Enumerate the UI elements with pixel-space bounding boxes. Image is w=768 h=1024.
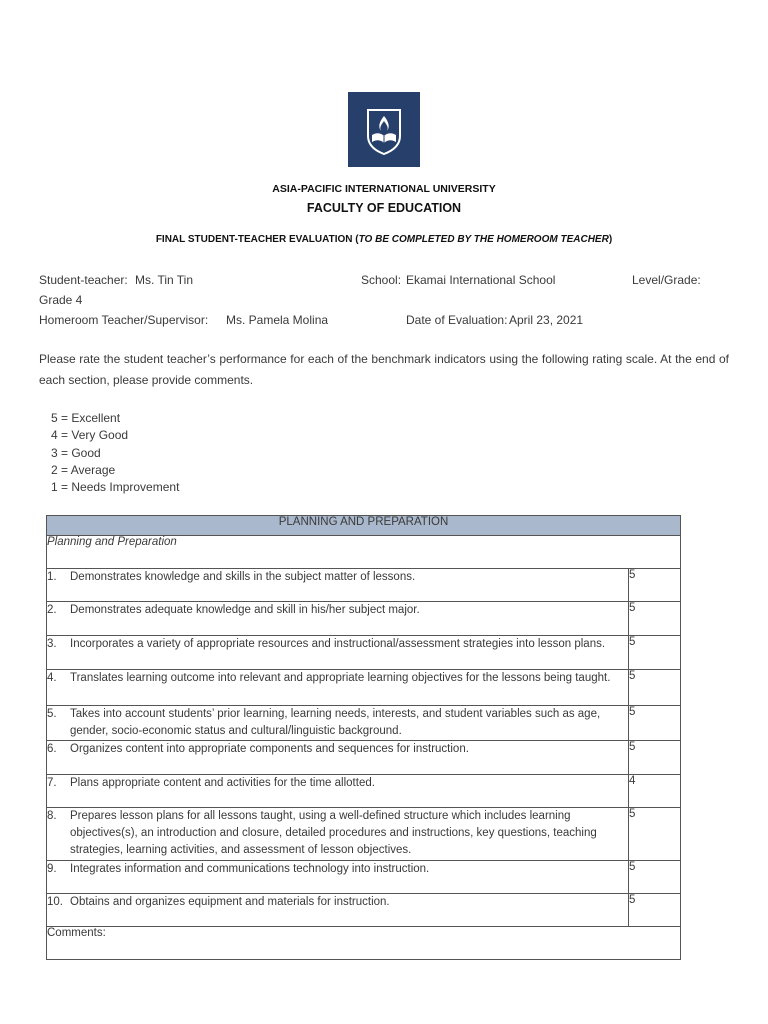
item-number: 5.: [47, 708, 57, 720]
item-number: 10.: [47, 896, 63, 908]
table-row: [47, 775, 681, 808]
item-number: 7.: [47, 777, 57, 789]
item-text: Demonstrates adequate knowledge and skill in his/her subject major.: [70, 604, 420, 616]
item-text: Takes into account students’ prior learning, learning needs, interests, and student variables such as age, gender, socio-economic status and cultural/linguistic background.: [70, 708, 601, 737]
item-text: Translates learning outcome into relevant and appropriate learning objectives for the lessons being taught.: [70, 672, 611, 684]
table-row: [47, 741, 681, 775]
evaluation-title: FINAL STUDENT-TEACHER EVALUATION (TO BE COMPLETED BY THE HOMEROOM TEACHER): [155, 234, 613, 245]
rating-scale-item: 2 = Average: [51, 462, 116, 477]
item-number: 6.: [47, 743, 57, 755]
item-text: Demonstrates knowledge and skills in the subject matter of lessons.: [70, 571, 416, 583]
item-score: 5: [629, 569, 681, 602]
item-number: 1.: [47, 571, 57, 583]
rating-scale-item: 4 = Very Good: [51, 428, 129, 443]
item-text: Plans appropriate content and activities for the time allotted.: [70, 777, 375, 789]
faculty-name: FACULTY OF EDUCATION: [306, 201, 462, 215]
university-name: ASIA-PACIFIC INTERNATIONAL UNIVERSITY: [272, 183, 496, 195]
section-subtitle: Planning and Preparation: [47, 536, 681, 569]
rating-scale-item: 5 = Excellent: [51, 411, 121, 425]
student-teacher-value: Ms. Tin Tin: [135, 273, 194, 287]
item-score: 5: [629, 636, 681, 670]
table-row: [47, 602, 681, 636]
item-score: 5: [629, 894, 681, 927]
table-row: [47, 894, 681, 927]
item-number: 8.: [47, 810, 57, 822]
table-row: [47, 636, 681, 670]
planning-preparation-table: [46, 515, 681, 960]
homeroom-teacher-label: Homeroom Teacher/Supervisor:: [39, 313, 209, 327]
table-row: [47, 808, 681, 861]
table-row: [47, 861, 681, 894]
rating-scale-item: 1 = Needs Improvement: [51, 480, 180, 495]
item-score: 5: [629, 670, 681, 706]
rating-scale: [51, 410, 179, 496]
torch-book-shield-icon: [348, 92, 420, 167]
rating-scale-item: 3 = Good: [51, 445, 101, 460]
instructions-text: Please rate the student teacher’s performance for each of the benchmark indicators using the following rating scale. At the end of each section, please provide comments.: [39, 352, 729, 387]
school-label: School:: [361, 273, 402, 287]
student-teacher-label: Student-teacher:: [39, 273, 128, 287]
homeroom-teacher-value: Ms. Pamela Molina: [226, 313, 329, 327]
item-score: 5: [629, 861, 681, 894]
level-grade-label: Level/Grade:: [632, 273, 701, 287]
item-score: 5: [629, 706, 681, 741]
item-text: Organizes content into appropriate components and sequences for instruction.: [70, 743, 469, 755]
comments-field[interactable]: Comments:: [47, 927, 681, 960]
table-row: [47, 670, 681, 706]
item-number: 4.: [47, 672, 57, 684]
date-of-evaluation-value: April 23, 2021: [509, 313, 584, 327]
item-score: 5: [629, 602, 681, 636]
item-number: 2.: [47, 604, 57, 616]
item-score: 5: [629, 741, 681, 775]
item-text: Prepares lesson plans for all lessons taught, using a well-defined structure which includes learning objectives(s), an introduction and closure, detailed procedures and instructions, key questions, teaching strategies, learning activities, and assessment of lesson objectives.: [70, 810, 597, 856]
school-value: Ekamai International School: [406, 273, 556, 287]
item-text: Incorporates a variety of appropriate resources and instructional/assessment strategies into lesson plans.: [70, 638, 606, 650]
section-title: PLANNING AND PREPARATION: [47, 516, 681, 536]
date-of-evaluation-label: Date of Evaluation:: [406, 313, 508, 327]
item-number: 3.: [47, 638, 57, 650]
level-grade-value: Grade 4: [39, 293, 83, 307]
table-row: [47, 569, 681, 602]
item-score: 4: [629, 775, 681, 808]
item-score: 5: [629, 808, 681, 861]
item-text: Integrates information and communications technology into instruction.: [70, 863, 430, 875]
item-text: Obtains and organizes equipment and materials for instruction.: [70, 896, 390, 908]
university-logo: [348, 92, 420, 167]
evaluation-note: TO BE COMPLETED BY THE HOMEROOM TEACHER: [358, 234, 609, 245]
table-row: [47, 706, 681, 741]
item-number: 9.: [47, 863, 57, 875]
